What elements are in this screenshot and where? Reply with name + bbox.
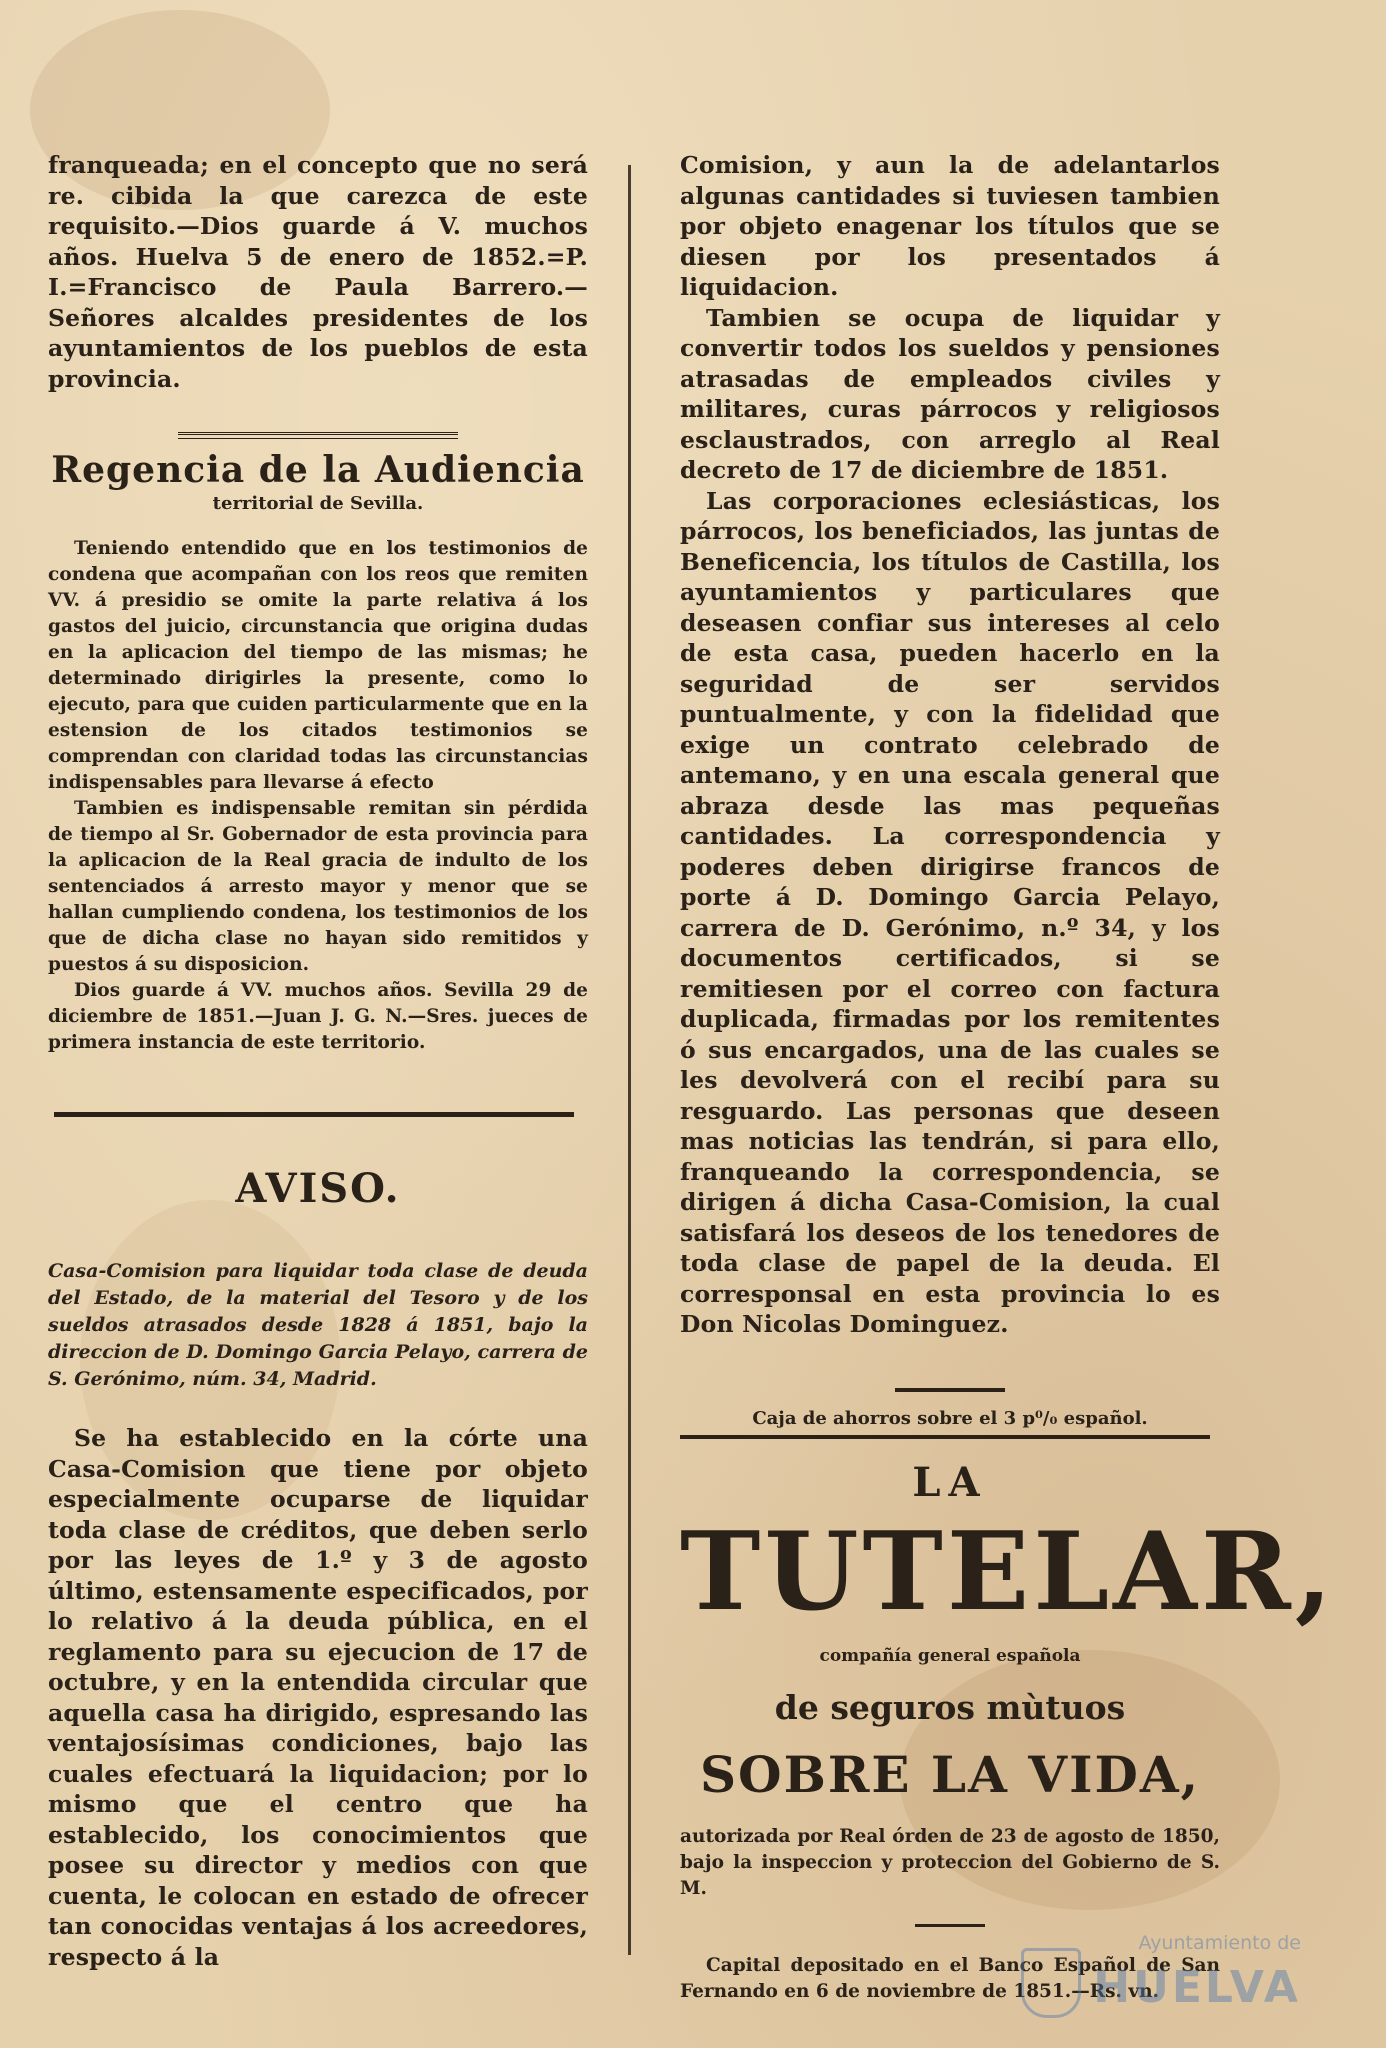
regencia-paragraph-3: Dios guarde á VV. muchos años. Sevilla 29 de diciembre de 1851.—Juan J. G. N.—Sres. jueces de primera instancia de este territorio. [48, 980, 588, 1053]
small-ornament-rule [915, 1924, 985, 1927]
tutelar-la: LA [912, 1458, 988, 1506]
regencia-subtitle: territorial de Sevilla. [212, 493, 424, 514]
tutelar-title: TUTELAR, [680, 1508, 1337, 1635]
aviso-title: AVISO. [235, 1165, 401, 1212]
crest-icon [1021, 1948, 1081, 2018]
tutelar-seguros: de seguros mùtuos [774, 1687, 1126, 1727]
regencia-body [48, 536, 588, 1056]
tutelar-authorization: autorizada por Real órden de 23 de agosto de 1850, bajo la inspeccion y proteccion del Gobierno de S. M. [680, 1825, 1220, 1899]
aviso-subheading: Casa-Comision para liquidar toda clase de deuda del Estado, de la material del Tesoro y de los sueldos atrasados desde 1828 á 1851, bajo la direccion de D. Domingo Garcia Pelayo, carrera de S. Gerónimo, núm. 34, Madrid. [48, 1260, 588, 1390]
right-column [680, 150, 1337, 2005]
short-rule [895, 1388, 1005, 1392]
aviso-body: Se ha establecido en la córte una Casa-Comision que tiene por objeto especialmente ocuparse de liquidar toda clase de créditos, que deben serlo por las leyes de 1.º y 3 de agosto último, estensamente especificados, por lo relativo á la deuda pública, en el reglamento para su ejecucion de 17 de octubre, y en la entendida circular que aquella casa ha dirigido, espresando las ventajosísimas condiciones, bajo las cuales efectuará la liquidacion; por lo mismo que el centro que ha establecido, los conocimientos que posee su director y medios con que cuenta, le colocan en estado de ofrecer tan conocidas ventajas á los acreedores, respecto á la [48, 1424, 588, 1971]
section-divider-rule [54, 1112, 574, 1117]
watermark-line-1: Ayuntamiento de [1138, 1932, 1301, 1954]
caja-heading: Caja de ahorros sobre el 3 p⁰/₀ español. [752, 1407, 1148, 1429]
caja-rule [680, 1435, 1210, 1439]
tutelar-sobre-la-vida: SOBRE LA VIDA, [699, 1744, 1201, 1804]
regencia-paragraph-2: Tambien es indispensable remitan sin pérdida de tiempo al Sr. Gobernador de esta provincia para la aplicacion de la Real gracia de indulto de los sentenciados á arresto mayor y menor que se hallan cumpliendo condena, los testimonios de los que de dicha clase no hayan sido remitidos y puestos á su disposicion. [48, 798, 588, 975]
left-intro-paragraph: franqueada; en el concepto que no será re. cibida la que carezca de este requisito.—Dios guarde á V. muchos años. Huelva 5 de enero de 1852.=P. I.=Francisco de Paula Barrero.—Señores alcaldes presidentes de los ayuntamientos de los pueblos de esta provincia. [48, 151, 588, 393]
ayuntamiento-huelva-watermark [1021, 1926, 1301, 2026]
column-divider [628, 165, 631, 1955]
tutelar-capital: Capital depositado en el Banco Español de San Fernando en 6 de noviembre de 1851.—Rs. vn. [680, 1954, 1220, 2002]
ornamental-rule [178, 432, 458, 439]
regencia-title: Regencia de la Audiencia [51, 449, 585, 491]
regencia-header [48, 449, 588, 514]
right-paragraph-3: Las corporaciones eclesiásticas, los párrocos, los beneficiados, las juntas de Beneficencia, los títulos de Castilla, los ayuntamientos y particulares que deseasen confiar sus intereses al celo de esta casa, pueden hacerlo en la seguridad de ser servidos puntualmente, y con la fidelidad que exige un contrato celebrado de antemano, y en una escala general que abraza desde las mas pequeñas cantidades. La correspondencia y poderes deben dirigirse francos de porte á D. Domingo Garcia Pelayo, carrera de D. Gerónimo, n.º 34, y los documentos certificados, si se remitiesen por el correo con factura duplicada, firmadas por los remitentes ó sus encargados, una de las cuales se les devolverá con el recibí para su resguardo. Las personas que deseen mas noticias las tendrán, si para ello, franqueando la correspondencia, se dirigen á dicha Casa-Comision, la cual satisfará los deseos de los tenedores de toda clase de papel de la deuda. El corresponsal en esta provincia lo es Don Nicolas Dominguez. [680, 486, 1220, 1338]
right-continuation: Comision, y aun la de adelantarlos algunas cantidades si tuviesen tambien por objeto enagenar los títulos que se diesen por los presentados á liquidacion. [680, 151, 1220, 301]
right-paragraph-2: Tambien se ocupa de liquidar y convertir todos los sueldos y pensiones atrasadas de empleados civiles y militares, curas párrocos y religiosos esclaustrados, con arreglo al Real decreto de 17 de diciembre de 1851. [680, 303, 1220, 484]
left-column [48, 150, 588, 1972]
watermark-line-2: HUELVA [1093, 1962, 1301, 2013]
regencia-paragraph-1: Teniendo entendido que en los testimonios de condena que acompañan con los reos que remiten VV. á presidio se omite la parte relativa á los gastos del juicio, circunstancia que origina dudas en la aplicacion del tiempo de las mismas; he determinado dirigirles la presente, como lo ejecuto, para que cuiden particularmente que en la estension de los citados testimonios se comprendan con claridad todas las circunstancias indispensables para llevarse á efecto [48, 538, 588, 793]
tutelar-company: compañía general española [819, 1645, 1081, 1666]
